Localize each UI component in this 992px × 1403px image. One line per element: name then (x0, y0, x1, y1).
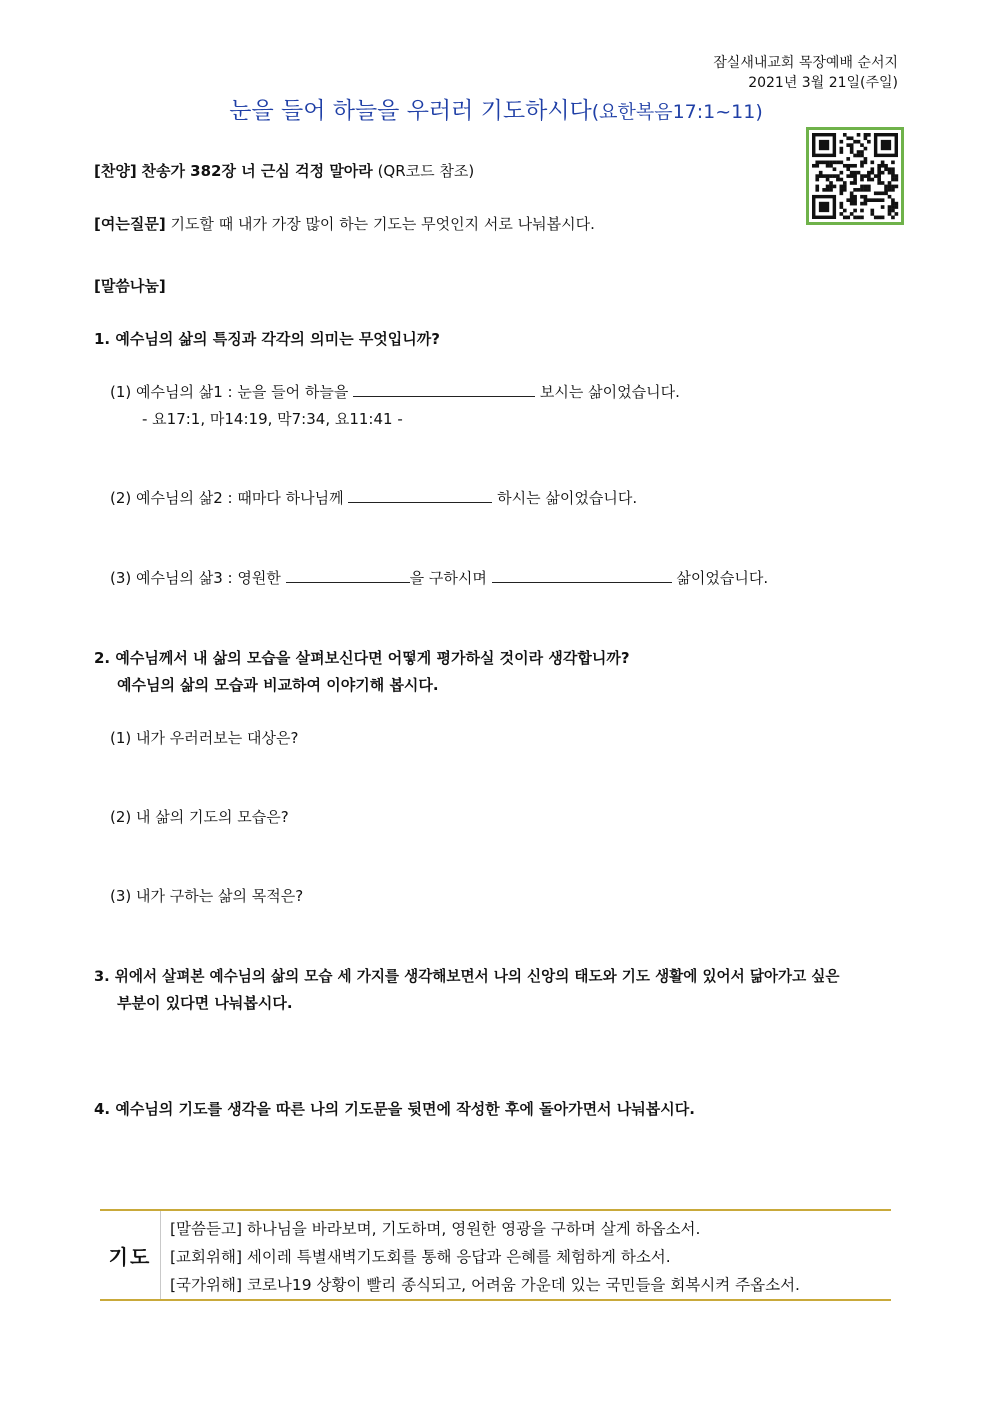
q1-sub1-suffix: 보시는 삶이었습니다. (539, 383, 680, 401)
section-heading: [말씀나눔] (94, 277, 166, 295)
q1-sub1 (110, 381, 680, 402)
q1-sub2-suffix: 하시는 삶이었습니다. (497, 489, 638, 507)
answer-blank[interactable] (353, 384, 535, 397)
answer-blank[interactable] (286, 570, 410, 583)
q1-sub3-suffix: 삶이었습니다. (676, 569, 769, 587)
question-1: 1. 예수님의 삶의 특징과 각각의 의미는 무엇입니까? (94, 330, 440, 348)
hymn-title: 찬송가 382장 너 근심 걱정 말아라 (141, 162, 373, 180)
question-3: 3. 위에서 살펴본 예수님의 삶의 모습 세 가지를 생각해보면서 나의 신앙의 태도와 기도 생활에 있어서 닮아가고 싶은 (94, 968, 840, 985)
qr-code[interactable] (806, 127, 904, 225)
q2-sub3: (3) 내가 구하는 삶의 목적은? (110, 887, 304, 905)
question-2: 2. 예수님께서 내 삶의 모습을 살펴보신다면 어떻게 평가하실 것이라 생각합니까? (94, 649, 630, 667)
qr-code-icon (809, 130, 901, 222)
q1-sub2-prefix: (2) 예수님의 삶2 : 때마다 하나님께 (110, 489, 344, 507)
q1-sub3-prefix: (3) 예수님의 삶3 : 영원한 (110, 569, 281, 587)
answer-blank[interactable] (492, 570, 672, 583)
question-4: 4. 예수님의 기도를 생각을 따른 나의 기도문을 뒷면에 작성한 후에 돌아가면서 나눠봅시다. (94, 1100, 695, 1118)
question-3-line2: 부분이 있다면 나눠봅시다. (117, 994, 293, 1012)
q2-sub1: (1) 내가 우러러보는 대상은? (110, 729, 299, 747)
hymn-note: (QR코드 참조) (377, 162, 475, 180)
page-title (0, 92, 992, 125)
prayer-item-nation: [국가위해] 코로나19 상황이 빨리 종식되고, 어려움 가운데 있는 국민들을 회복시켜 주옵소서. (170, 1276, 800, 1294)
header-church-name: 잠실새내교회 목장예배 순서지 (713, 55, 898, 71)
q1-sub1-refs: - 요17:1, 마14:19, 막7:34, 요11:41 - (142, 410, 403, 428)
answer-blank[interactable] (348, 490, 492, 503)
q1-sub2 (110, 487, 637, 508)
q1-sub3 (110, 567, 768, 588)
prayer-item-word: [말씀듣고] 하나님을 바라보며, 기도하며, 영원한 영광을 구하며 살게 하옵소서. (170, 1220, 701, 1238)
hymn-line (94, 160, 474, 181)
prayer-label: 기도 (100, 1211, 161, 1299)
opening-question (94, 213, 595, 234)
opening-label: [여는질문] (94, 215, 166, 233)
title-scripture-ref: (요한복음17:1~11) (591, 101, 763, 123)
prayer-box (100, 1209, 891, 1301)
q2-sub2: (2) 내 삶의 기도의 모습은? (110, 808, 289, 826)
q1-sub3-middle: 을 구하시며 (409, 569, 487, 587)
title-main: 눈을 들어 하늘을 우러러 기도하시다 (229, 98, 592, 124)
q1-sub1-prefix: (1) 예수님의 삶1 : 눈을 들어 하늘을 (110, 383, 349, 401)
opening-text: 기도할 때 내가 가장 많이 하는 기도는 무엇인지 서로 나눠봅시다. (170, 215, 595, 233)
header-date: 2021년 3월 21일(주일) (748, 75, 898, 91)
question-2-line2: 예수님의 삶의 모습과 비교하여 이야기해 봅시다. (117, 676, 439, 694)
prayer-item-church: [교회위해] 세이레 특별새벽기도회를 통해 응답과 은혜를 체험하게 하소서. (170, 1248, 671, 1266)
hymn-label: [찬양] (94, 162, 137, 180)
